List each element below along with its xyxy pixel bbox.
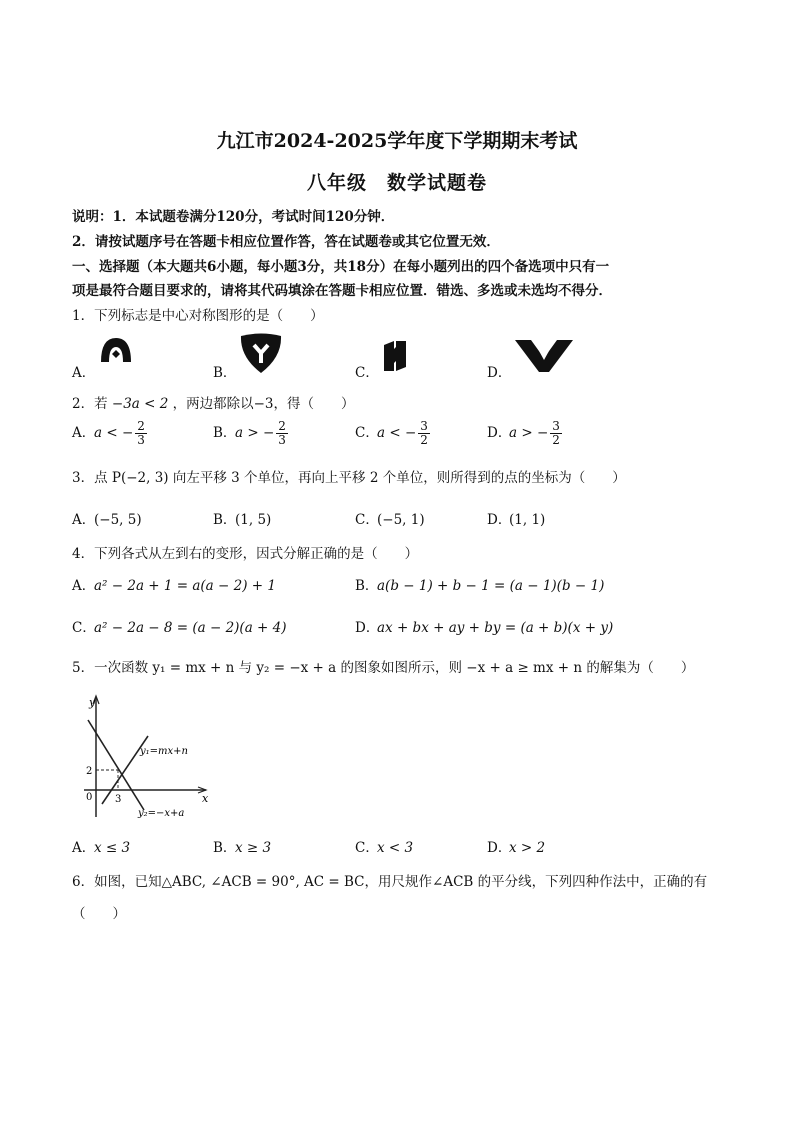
q4-text-b: a(b − 1) + b − 1 = (a − 1)(b − 1) [377,578,605,594]
q2-den-a: 3 [137,433,145,447]
section1-line-1: 一、选择题（本大题共6小题，每小题3分，共18分）在每小题列出的四个备选项中只有一 [72,259,610,275]
q1-label-d: D． [487,365,512,381]
q4-option-b [355,574,604,594]
q1-option-d [487,361,511,381]
arch-logo-icon [98,332,134,368]
q4-label-a: A． [72,578,96,594]
q1-label-b: B． [213,365,237,381]
q3-text-d: (1, 1) [509,512,546,528]
q2-lhs-d: a > − [509,425,549,441]
q5-option-b [213,836,271,856]
q2-option-a [72,420,147,447]
w-wing-logo-icon [513,338,575,374]
q5-label-c: C． [355,840,379,856]
q2-option-d [487,420,562,447]
graph-label-y1: y₁=mx+n [140,746,188,757]
q2-den-d: 2 [552,433,560,447]
note-line-1: 说明：1．本试题卷满分120分，考试时间120分钟． [72,209,395,225]
q5-text-d: x > 2 [509,840,546,856]
graph-origin-label: 0 [86,792,93,803]
q3-label-b: B． [213,512,237,528]
q3-text-b: (1, 5) [235,512,272,528]
graph-tick-y: 2 [86,766,93,777]
note-line-2: 2．请按试题序号在答题卡相应位置作答，答在试题卷或其它位置无效． [72,234,500,250]
q3-option-b [213,508,271,528]
q3-option-c [355,508,425,528]
q6-answer-paren: （ ） [72,906,126,922]
q1-label-c: C． [355,365,379,381]
q2-stem-post: ，两边都除以−3，得（ ） [172,396,355,412]
q5-option-d [487,836,545,856]
q4-text-d: ax + bx + ay + by = (a + b)(x + y) [377,620,614,636]
q3-stem: 3．点 P(−2, 3) 向左平移 3 个单位，再向上平移 2 个单位，则所得到的点的坐标为（ ） [72,470,626,486]
q2-label-a: A． [72,425,96,441]
q4-option-a [72,574,276,594]
q5-text-b: x ≥ 3 [235,840,272,856]
exam-title: 九江市2024-2025学年度下学期期末考试 [216,130,578,152]
q1-option-a [72,361,95,381]
q5-label-a: A． [72,840,96,856]
q3-label-d: D． [487,512,512,528]
graph-tick-x: 3 [115,794,122,805]
q4-stem: 4．下列各式从左到右的变形，因式分解正确的是（ ） [72,546,419,562]
q5-label-d: D． [487,840,512,856]
q4-text-a: a² − 2a + 1 = a(a − 2) + 1 [94,578,276,594]
q5-label-b: B． [213,840,237,856]
q2-lhs-a: a < − [94,425,134,441]
graph-label-y2: y₂=−x+a [138,808,185,819]
q2-frac-c [418,420,430,447]
graph-y-label: y [89,696,96,709]
q5-option-a [72,836,130,856]
q2-option-c [355,420,430,447]
q4-option-d [355,616,613,636]
q2-label-c: C． [355,425,379,441]
q1-option-b [213,361,236,381]
q6-stem: 6．如图，已知△ABC, ∠ACB = 90°, AC = BC，用尺规作∠ACB 的平分线，下列四种作法中，正确的有 [72,874,708,890]
q1-label-a: A． [72,365,96,381]
q2-lhs-b: a > − [235,425,275,441]
q3-text-a: (−5, 5) [94,512,142,528]
q5-option-c [355,836,413,856]
q2-lhs-c: a < − [377,425,417,441]
q2-num-a: 2 [137,419,145,433]
q5-text-a: x ≤ 3 [94,840,131,856]
n-block-logo-icon [382,339,414,373]
q4-label-b: B． [355,578,379,594]
q2-frac-b [276,420,288,447]
section1-line-2: 项是最符合题目要求的，请将其代码填涂在答题卡相应位置．错选、多选或未选均不得分． [72,283,612,299]
q2-num-d: 3 [552,419,560,433]
q2-option-b [213,420,288,447]
q3-text-c: (−5, 1) [377,512,425,528]
q4-option-c [72,616,287,636]
q1-option-c [355,361,379,381]
graph-x-label: x [202,792,209,805]
q2-stem-expr: −3a < 2 [111,396,169,412]
q5-function-graph [78,692,218,820]
shield-y-logo-icon [238,333,284,375]
q4-label-d: D． [355,620,380,636]
q2-label-d: D． [487,425,512,441]
q4-text-c: a² − 2a − 8 = (a − 2)(a + 4) [94,620,287,636]
q3-option-d [487,508,545,528]
q2-num-c: 3 [420,419,428,433]
q2-num-b: 2 [278,419,286,433]
q2-frac-a [135,420,147,447]
q4-label-c: C． [72,620,96,636]
q3-label-a: A． [72,512,96,528]
q3-option-a [72,508,142,528]
q1-stem: 1．下列标志是中心对称图形的是（ ） [72,308,324,324]
q3-label-c: C． [355,512,379,528]
exam-subtitle: 八年级 数学试题卷 [306,172,487,194]
q2-den-b: 3 [278,433,286,447]
q2-stem [72,392,355,412]
q2-den-c: 2 [420,433,428,447]
q2-frac-d [550,420,562,447]
q2-stem-pre: 2．若 [72,396,108,412]
q5-text-c: x < 3 [377,840,414,856]
q5-stem: 5．一次函数 y₁ = mx + n 与 y₂ = −x + a 的图象如图所示，则 −x + a ≥ mx + n 的解集为（ ） [72,660,695,676]
q2-label-b: B． [213,425,237,441]
